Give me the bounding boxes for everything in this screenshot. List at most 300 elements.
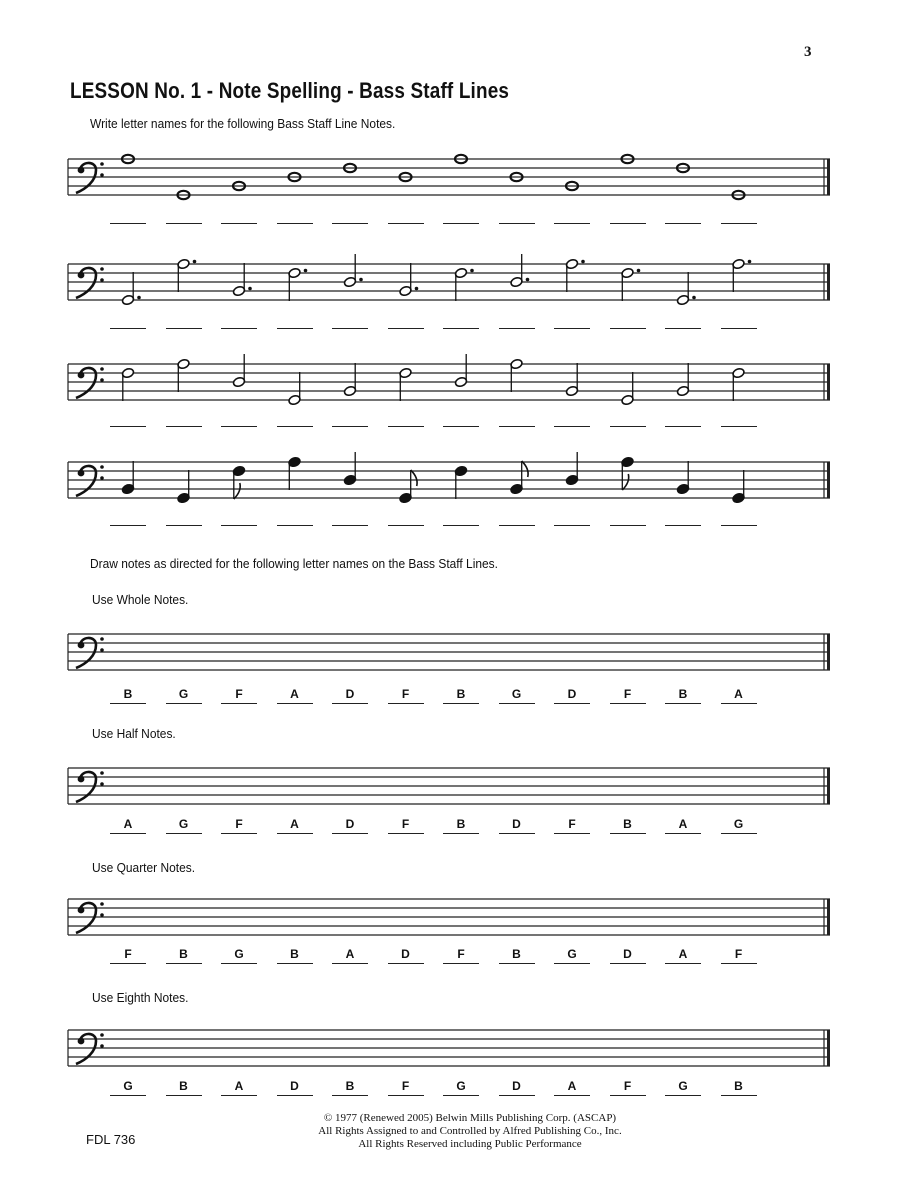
- blank-line: [388, 426, 424, 427]
- answer-blank[interactable]: [277, 409, 313, 429]
- letter-name: A: [734, 687, 743, 701]
- letter-name: B: [734, 1079, 743, 1093]
- letter-label: [554, 816, 590, 836]
- blank-line: [166, 963, 202, 964]
- note-d: [232, 354, 245, 388]
- letter-name: A: [123, 817, 133, 831]
- draw-staff-3-svg: [68, 895, 830, 943]
- blank-line: [610, 426, 646, 427]
- answer-blank[interactable]: [721, 311, 757, 331]
- blank-line: [499, 703, 535, 704]
- note-b: [510, 461, 528, 495]
- blank-line: [221, 328, 257, 329]
- answer-blank[interactable]: [221, 409, 257, 429]
- blank-line: [554, 328, 590, 329]
- letter-label: [110, 1078, 146, 1098]
- blank-line: [277, 703, 313, 704]
- letter-label: [443, 686, 479, 706]
- draw-label-3: Use Quarter Notes.: [92, 860, 196, 875]
- write-answers-3: [110, 409, 770, 431]
- letter-name: A: [678, 817, 688, 831]
- blank-line: [665, 525, 701, 526]
- letter-name: A: [290, 817, 299, 831]
- letter-label: [665, 1078, 701, 1098]
- blank-line: [277, 426, 313, 427]
- letter-label: [610, 686, 646, 706]
- draw-letters-1: [110, 686, 770, 708]
- blank-line: [110, 223, 146, 224]
- blank-line: [721, 1095, 757, 1096]
- answer-blank[interactable]: [610, 409, 646, 429]
- letter-name: B: [179, 947, 188, 961]
- letter-label: [277, 816, 313, 836]
- answer-blank[interactable]: [499, 409, 535, 429]
- blank-line: [110, 963, 146, 964]
- bass-clef-icon: [76, 267, 104, 298]
- blank-line: [332, 963, 368, 964]
- letter-name: A: [290, 687, 299, 701]
- answer-blank[interactable]: [221, 311, 257, 331]
- blank-line: [443, 703, 479, 704]
- blank-line: [499, 328, 535, 329]
- blank-line: [721, 525, 757, 526]
- answer-blank[interactable]: [721, 508, 757, 528]
- blank-line: [554, 963, 590, 964]
- answer-blank[interactable]: [277, 206, 313, 226]
- note-a: [177, 258, 196, 292]
- draw-staff-4-svg: [68, 1026, 830, 1074]
- letter-name: G: [178, 817, 189, 831]
- blank-line: [110, 426, 146, 427]
- blank-line: [499, 525, 535, 526]
- footer-code: FDL 736: [86, 1132, 136, 1147]
- blank-line: [332, 1095, 368, 1096]
- answer-blank[interactable]: [665, 206, 701, 226]
- answer-blank[interactable]: [277, 508, 313, 528]
- blank-line: [721, 328, 757, 329]
- answer-blank[interactable]: [166, 508, 202, 528]
- copyright-line-1: © 1977 (Renewed 2005) Belwin Mills Publishing Corp. (ASCAP): [323, 1112, 617, 1124]
- answer-blank[interactable]: [665, 508, 701, 528]
- letter-name: F: [235, 817, 243, 831]
- instruction-write: Write letter names for the following Bass Staff Line Notes.: [90, 116, 396, 131]
- letter-name: B: [456, 687, 466, 701]
- note-b: [565, 363, 578, 397]
- answer-blank[interactable]: [554, 508, 590, 528]
- note-a: [565, 258, 584, 292]
- letter-label: [277, 946, 313, 966]
- note-b: [343, 363, 356, 397]
- note-g: [121, 272, 140, 306]
- write-staff-3: [68, 360, 830, 408]
- copyright-line-2: All Rights Assigned to and Controlled by Alfred Publishing Co., Inc.: [318, 1125, 622, 1137]
- blank-line: [443, 833, 479, 834]
- blank-line: [110, 1095, 146, 1096]
- letter-label: [665, 946, 701, 966]
- letter-label: [610, 1078, 646, 1098]
- blank-line: [166, 525, 202, 526]
- blank-line: [610, 703, 646, 704]
- letter-name: D: [512, 1079, 521, 1093]
- answer-blank[interactable]: [610, 508, 646, 528]
- blank-line: [332, 328, 368, 329]
- letter-label: [665, 686, 701, 706]
- write-staff-3-svg: [68, 360, 830, 408]
- draw-label-4: Use Eighth Notes.: [92, 990, 189, 1005]
- write-staff-2-svg: [68, 260, 830, 308]
- answer-blank[interactable]: [443, 311, 479, 331]
- letter-label: [388, 686, 424, 706]
- blank-line: [443, 963, 479, 964]
- blank-line: [221, 426, 257, 427]
- answer-blank[interactable]: [332, 206, 368, 226]
- blank-line: [221, 703, 257, 704]
- blank-line: [610, 963, 646, 964]
- note-b: [399, 263, 418, 297]
- letter-name: D: [623, 947, 632, 961]
- blank-line: [443, 426, 479, 427]
- letter-label: [499, 686, 535, 706]
- note-b: [676, 363, 689, 397]
- note-a: [288, 456, 301, 490]
- letter-label: [721, 1078, 757, 1098]
- letter-name: G: [234, 947, 244, 961]
- letter-label: [221, 816, 257, 836]
- answer-blank[interactable]: [443, 409, 479, 429]
- note-f: [454, 267, 473, 301]
- letter-name: F: [734, 947, 743, 961]
- letter-label: [499, 946, 535, 966]
- letter-name: B: [456, 817, 466, 831]
- blank-line: [388, 833, 424, 834]
- blank-line: [221, 223, 257, 224]
- answer-blank[interactable]: [166, 206, 202, 226]
- letter-name: A: [678, 947, 688, 961]
- letter-label: [388, 1078, 424, 1098]
- letter-label: [388, 816, 424, 836]
- note-b: [676, 461, 689, 495]
- answer-blank[interactable]: [665, 311, 701, 331]
- note-f: [232, 465, 245, 499]
- note-d: [454, 354, 467, 388]
- note-g: [676, 272, 695, 306]
- write-answers-2: [110, 311, 770, 333]
- blank-line: [443, 1095, 479, 1096]
- letter-label: [277, 686, 313, 706]
- blank-line: [221, 833, 257, 834]
- blank-line: [610, 525, 646, 526]
- note-a: [177, 358, 190, 392]
- answer-blank[interactable]: [499, 508, 535, 528]
- letter-label: [610, 946, 646, 966]
- blank-line: [110, 703, 146, 704]
- blank-line: [388, 963, 424, 964]
- blank-line: [166, 426, 202, 427]
- blank-line: [277, 223, 313, 224]
- letter-label: [221, 946, 257, 966]
- blank-line: [388, 525, 424, 526]
- answer-blank[interactable]: [499, 311, 535, 331]
- copyright-line-3: All Rights Reserved including Public Performance: [358, 1138, 582, 1150]
- letter-label: [665, 816, 701, 836]
- answer-blank[interactable]: [721, 206, 757, 226]
- letter-name: G: [123, 1079, 133, 1093]
- letter-name: B: [623, 817, 632, 831]
- letter-label: [721, 816, 757, 836]
- letter-label: [554, 1078, 590, 1098]
- answer-blank[interactable]: [665, 409, 701, 429]
- answer-blank[interactable]: [554, 206, 590, 226]
- blank-line: [221, 1095, 257, 1096]
- letter-label: [554, 686, 590, 706]
- note-f: [621, 267, 640, 301]
- letter-name: D: [345, 817, 355, 831]
- note-g: [288, 372, 301, 406]
- blank-line: [665, 223, 701, 224]
- blank-line: [665, 1095, 701, 1096]
- blank-line: [277, 525, 313, 526]
- write-staff-2: [68, 260, 830, 308]
- write-staff-4-svg: [68, 458, 830, 506]
- letter-name: F: [401, 687, 410, 701]
- blank-line: [388, 1095, 424, 1096]
- note-g: [177, 470, 190, 504]
- answer-blank[interactable]: [388, 311, 424, 331]
- blank-line: [332, 525, 368, 526]
- note-d: [565, 452, 578, 486]
- blank-line: [610, 1095, 646, 1096]
- letter-name: F: [235, 687, 243, 701]
- blank-line: [166, 1095, 202, 1096]
- answer-blank[interactable]: [110, 206, 146, 226]
- letter-label: [110, 816, 146, 836]
- blank-line: [554, 223, 590, 224]
- letter-name: F: [457, 947, 465, 961]
- blank-line: [721, 963, 757, 964]
- letter-label: [721, 946, 757, 966]
- letter-label: [610, 816, 646, 836]
- blank-line: [221, 963, 257, 964]
- letter-name: G: [178, 687, 189, 701]
- blank-line: [443, 328, 479, 329]
- answer-blank[interactable]: [443, 206, 479, 226]
- blank-line: [499, 426, 535, 427]
- blank-line: [110, 328, 146, 329]
- answer-blank[interactable]: [721, 409, 757, 429]
- letter-name: F: [401, 817, 410, 831]
- draw-letters-4: [110, 1078, 770, 1100]
- draw-staff-2: [68, 764, 830, 812]
- answer-blank[interactable]: [554, 311, 590, 331]
- blank-line: [665, 833, 701, 834]
- letter-name: F: [623, 1079, 632, 1093]
- letter-name: G: [733, 817, 744, 831]
- answer-blank[interactable]: [110, 311, 146, 331]
- blank-line: [499, 833, 535, 834]
- note-b: [232, 263, 251, 297]
- blank-line: [665, 703, 701, 704]
- answer-blank[interactable]: [332, 508, 368, 528]
- draw-staff-1: [68, 630, 830, 678]
- letter-label: [166, 946, 202, 966]
- blank-line: [554, 525, 590, 526]
- note-f: [121, 367, 134, 401]
- blank-line: [166, 328, 202, 329]
- write-staff-1-svg: [68, 155, 830, 203]
- letter-name: F: [124, 947, 132, 961]
- answer-blank[interactable]: [110, 508, 146, 528]
- blank-line: [388, 703, 424, 704]
- write-answers-1: [110, 206, 770, 228]
- note-d: [343, 452, 356, 486]
- note-g: [399, 470, 417, 504]
- answer-blank[interactable]: [166, 311, 202, 331]
- answer-blank[interactable]: [443, 508, 479, 528]
- letter-name: D: [345, 687, 355, 701]
- answer-blank[interactable]: [110, 409, 146, 429]
- blank-line: [610, 328, 646, 329]
- bass-clef-icon: [76, 367, 104, 398]
- answer-blank[interactable]: [332, 311, 368, 331]
- answer-blank[interactable]: [499, 206, 535, 226]
- blank-line: [277, 963, 313, 964]
- answer-blank[interactable]: [388, 409, 424, 429]
- letter-name: D: [401, 947, 410, 961]
- blank-line: [721, 426, 757, 427]
- answer-blank[interactable]: [166, 409, 202, 429]
- blank-line: [499, 1095, 535, 1096]
- blank-line: [665, 963, 701, 964]
- answer-blank[interactable]: [332, 409, 368, 429]
- letter-name: A: [345, 947, 355, 961]
- letter-name: B: [345, 1079, 355, 1093]
- blank-line: [110, 525, 146, 526]
- note-d: [343, 254, 362, 288]
- letter-label: [499, 1078, 535, 1098]
- letter-name: B: [179, 1079, 188, 1093]
- blank-line: [332, 426, 368, 427]
- note-a: [621, 456, 634, 490]
- letter-name: F: [568, 817, 576, 831]
- blank-line: [665, 426, 701, 427]
- letter-label: [332, 816, 368, 836]
- answer-blank[interactable]: [221, 508, 257, 528]
- blank-line: [443, 525, 479, 526]
- note-b: [121, 461, 134, 495]
- letter-label: [110, 686, 146, 706]
- letter-name: B: [123, 687, 133, 701]
- blank-line: [554, 1095, 590, 1096]
- letter-label: [332, 686, 368, 706]
- blank-line: [499, 223, 535, 224]
- letter-label: [221, 1078, 257, 1098]
- letter-name: B: [678, 687, 688, 701]
- letter-name: D: [290, 1079, 299, 1093]
- letter-label: [388, 946, 424, 966]
- blank-line: [610, 223, 646, 224]
- draw-staff-1-svg: [68, 630, 830, 678]
- answer-blank[interactable]: [610, 311, 646, 331]
- write-staff-4: [68, 458, 830, 506]
- letter-label: [443, 946, 479, 966]
- blank-line: [721, 833, 757, 834]
- draw-staff-2-svg: [68, 764, 830, 812]
- answer-blank[interactable]: [610, 206, 646, 226]
- letter-name: G: [456, 1079, 466, 1093]
- blank-line: [388, 223, 424, 224]
- letter-label: [166, 686, 202, 706]
- letter-name: B: [512, 947, 521, 961]
- letter-label: [332, 1078, 368, 1098]
- blank-line: [221, 525, 257, 526]
- letter-name: D: [512, 817, 521, 831]
- letter-name: G: [678, 1079, 688, 1093]
- letter-label: [332, 946, 368, 966]
- letter-name: F: [623, 687, 632, 701]
- blank-line: [110, 833, 146, 834]
- draw-letters-2: [110, 816, 770, 838]
- blank-line: [277, 328, 313, 329]
- blank-line: [610, 833, 646, 834]
- letter-name: B: [290, 947, 299, 961]
- blank-line: [443, 223, 479, 224]
- note-f: [288, 267, 307, 301]
- draw-staff-4: [68, 1026, 830, 1074]
- note-f: [732, 367, 745, 401]
- letter-name: G: [567, 947, 577, 961]
- note-f: [454, 465, 467, 499]
- note-a: [510, 358, 523, 392]
- answer-blank[interactable]: [277, 311, 313, 331]
- answer-blank[interactable]: [554, 409, 590, 429]
- blank-line: [277, 1095, 313, 1096]
- letter-label: [554, 946, 590, 966]
- draw-label-1: Use Whole Notes.: [92, 592, 189, 607]
- draw-staff-3: [68, 895, 830, 943]
- letter-label: [166, 1078, 202, 1098]
- answer-blank[interactable]: [388, 206, 424, 226]
- answer-blank[interactable]: [221, 206, 257, 226]
- letter-label: [221, 686, 257, 706]
- write-answers-4: [110, 508, 770, 530]
- note-d: [510, 254, 529, 288]
- blank-line: [665, 328, 701, 329]
- note-a: [732, 258, 751, 292]
- letter-name: G: [511, 687, 522, 701]
- letter-label: [277, 1078, 313, 1098]
- letter-label: [443, 1078, 479, 1098]
- blank-line: [554, 833, 590, 834]
- page-number: 3: [804, 44, 812, 60]
- blank-line: [499, 963, 535, 964]
- letter-label: [166, 816, 202, 836]
- blank-line: [332, 703, 368, 704]
- answer-blank[interactable]: [388, 508, 424, 528]
- letter-name: A: [567, 1079, 577, 1093]
- letter-name: A: [234, 1079, 244, 1093]
- note-g: [732, 470, 745, 504]
- write-staff-1: [68, 155, 830, 203]
- instruction-draw: Draw notes as directed for the following letter names on the Bass Staff Lines.: [90, 556, 498, 571]
- blank-line: [332, 833, 368, 834]
- note-g: [621, 372, 634, 406]
- letter-label: [499, 816, 535, 836]
- blank-line: [166, 703, 202, 704]
- bass-clef-icon: [76, 465, 104, 496]
- blank-line: [388, 328, 424, 329]
- note-f: [399, 367, 412, 401]
- letter-name: D: [567, 687, 577, 701]
